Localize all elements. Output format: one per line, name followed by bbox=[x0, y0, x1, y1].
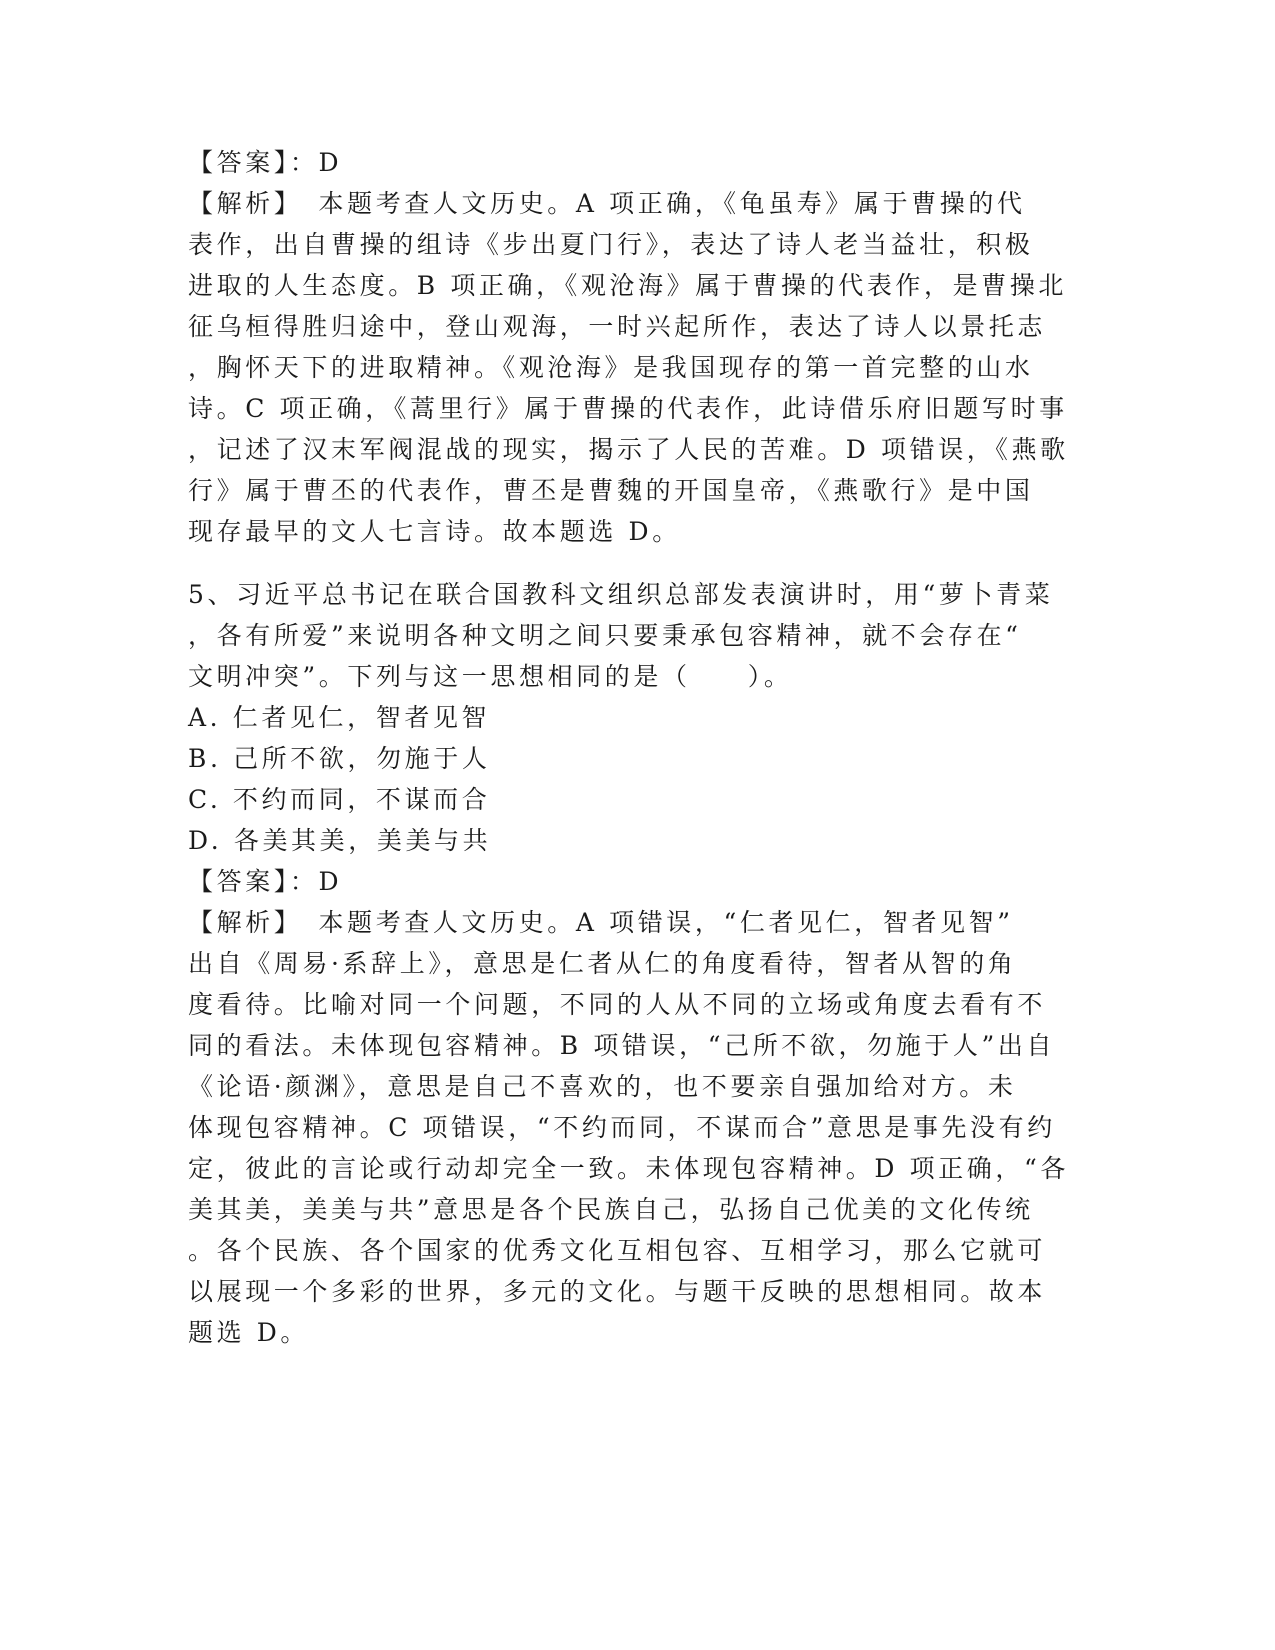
analysis-line: 度看待。比喻对同一个问题，不同的人从不同的立场或角度去看有不 bbox=[188, 990, 1047, 1019]
analysis-line: 。各个民族、各个国家的优秀文化互相包容、互相学习，那么它就可 bbox=[188, 1236, 1047, 1265]
analysis-line: 行》属于曹丕的代表作，曹丕是曹魏的开国皇帝，《燕歌行》是中国 bbox=[188, 476, 1034, 505]
analysis-line: ，胸怀天下的进取精神。《观沧海》是我国现存的第一首完整的山水 bbox=[188, 353, 1034, 382]
analysis-line: ，记述了汉末军阀混战的现实，揭示了人民的苦难。D 项错误，《燕歌 bbox=[188, 435, 1069, 464]
analysis-line: 体现包容精神。C 项错误，“不约而同，不谋而合”意思是事先没有约 bbox=[188, 1113, 1056, 1142]
analysis-line: 题选 D。 bbox=[188, 1318, 309, 1347]
analysis-line: 征乌桓得胜归途中，登山观海，一时兴起所作，表达了诗人以景托志 bbox=[188, 312, 1047, 341]
analysis-line: 进取的人生态度。B 项正确，《观沧海》属于曹操的代表作，是曹操北 bbox=[188, 271, 1068, 300]
option-c: C. 不约而同，不谋而合 bbox=[188, 785, 491, 814]
answer-label: 【答案】：D bbox=[188, 867, 343, 896]
analysis-line: 以展现一个多彩的世界，多元的文化。与题干反映的思想相同。故本 bbox=[188, 1277, 1047, 1306]
option-b: B. 己所不欲，勿施于人 bbox=[188, 744, 491, 773]
option-a: A. 仁者见仁，智者见智 bbox=[188, 703, 491, 732]
analysis-line: 定，彼此的言论或行动却完全一致。未体现包容精神。D 项正确，“各 bbox=[188, 1154, 1069, 1183]
question-stem-line: 文明冲突”。下列与这一思想相同的是（ ）。 bbox=[188, 662, 793, 691]
analysis-line: 《论语·颜渊》，意思是自己不喜欢的，也不要亲自强加给对方。未 bbox=[188, 1072, 1017, 1101]
analysis-line: 诗。C 项正确，《蒿里行》属于曹操的代表作，此诗借乐府旧题写时事 bbox=[188, 394, 1068, 423]
analysis-line: 【解析】 本题考查人文历史。A 项正确，《龟虽寿》属于曹操的代 bbox=[188, 189, 1026, 218]
analysis-line: 【解析】 本题考查人文历史。A 项错误，“仁者见仁，智者见智” bbox=[188, 908, 1014, 937]
analysis-line: 美其美，美美与共”意思是各个民族自己，弘扬自己优美的文化传统 bbox=[188, 1195, 1034, 1224]
analysis-line: 同的看法。未体现包容精神。B 项错误，“己所不欲，勿施于人”出自 bbox=[188, 1031, 1056, 1060]
question-stem-line: 5、习近平总书记在联合国教科文组织总部发表演讲时，用“萝卜青菜 bbox=[188, 580, 1054, 609]
option-d: D. 各美其美，美美与共 bbox=[188, 826, 492, 855]
analysis-line: 现存最早的文人七言诗。故本题选 D。 bbox=[188, 517, 681, 546]
analysis-line: 出自《周易·系辞上》，意思是仁者从仁的角度看待，智者从智的角 bbox=[188, 949, 1017, 978]
question-stem-line: ，各有所爱”来说明各种文明之间只要秉承包容精神，就不会存在“ bbox=[188, 621, 1022, 650]
answer-label: 【答案】：D bbox=[188, 148, 343, 177]
analysis-line: 表作，出自曹操的组诗《步出夏门行》，表达了诗人老当益壮，积极 bbox=[188, 230, 1034, 259]
